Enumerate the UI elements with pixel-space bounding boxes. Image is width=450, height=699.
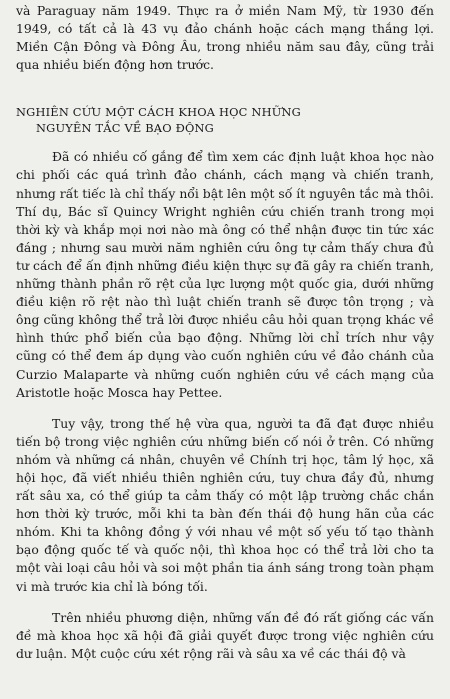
body-paragraph-2: Tuy vậy, trong thế hệ vừa qua, người ta đã đạt được nhiều tiến bộ trong việc nghiên cứu những biến cố nói ở trên. Có những nhóm và những cá nhân, chuyên về Chính trị học, tâm lý học, xã hội học, đã viết nhiều thiên nghiên cứu, tuy chưa đầy đủ, nhưng rất sâu xa, có thể giúp ta cảm thấy có một lập trường chắc chắn hơn thời kỳ trước, mỗi khi ta bàn đến thái độ hung hãn của các nhóm. Khi ta không đồng ý với nhau về một số yếu tố tạo thành bạo động quốc tế và quốc nội, thì khoa học có thể trả lời cho ta một vài loại câu hỏi và soi một phần tia ánh sáng trong toàn phạm vi mà trước kia chỉ là bóng tối. [16, 415, 434, 594]
body-paragraph-1: Đã có nhiều cố gắng để tìm xem các định luật khoa học nào chi phối các quá trình đảo chánh, cách mạng và chiến tranh, nhưng rất tiếc là chỉ thấy nổi bật lên một số ít nguyên tắc mà thôi. Thí dụ, Bác sĩ Quincy Wright nghiên cứu chiến tranh trong mọi thời kỳ và khắp mọi nơi nào mà ông có thể nhận được tin tức xác đáng ; nhưng sau mười năm nghiên cứu ông tự cảm thấy chưa đủ tư cách để ấn định những điều kiện thực sự đã gây ra chiến tranh, những thành phần rõ rệt của lực lượng một quốc gia, dưới những điều kiện rõ rệt nào thì luật chiến tranh sẽ được tôn trọng ; và ông cũng không thể trả lời được nhiều câu hỏi quan trọng khác về hình thức phổ biến của bạo động. Những lời chỉ trích như vậy cũng có thể đem áp dụng vào cuốn nghiên cứu về đảo chánh của Curzio Malaparte và những cuốn nghiên cứu về cách mạng của Aristotle hoặc Mosca hay Pettee. [16, 149, 434, 400]
body-paragraph-3: Trên nhiều phương diện, những vấn đề đó rất giống các vấn đề mà khoa học xã hội đã giải quyết được trong việc nghiên cứu dư luận. Một cuộc cứu xét rộng rãi và sâu xa về các thái độ và [16, 609, 434, 661]
section-heading [16, 104, 434, 136]
intro-paragraph: và Paraguay năm 1949. Thực ra ở miền Nam Mỹ, từ 1930 đến 1949, có tất cả là 43 vụ đảo chánh hoặc cách mạng thắng lợi. Miền Cận Đông và Đông Âu, trong nhiều năm sau đây, cũng trải qua nhiều biến động hơn trước. [16, 3, 434, 73]
section-heading-line-2: NGUYÊN TẮC VỀ BẠO ĐỘNG [36, 121, 214, 136]
section-heading-line-1: NGHIÊN CỨU MỘT CÁCH KHOA HỌC NHỮNG [16, 105, 301, 120]
